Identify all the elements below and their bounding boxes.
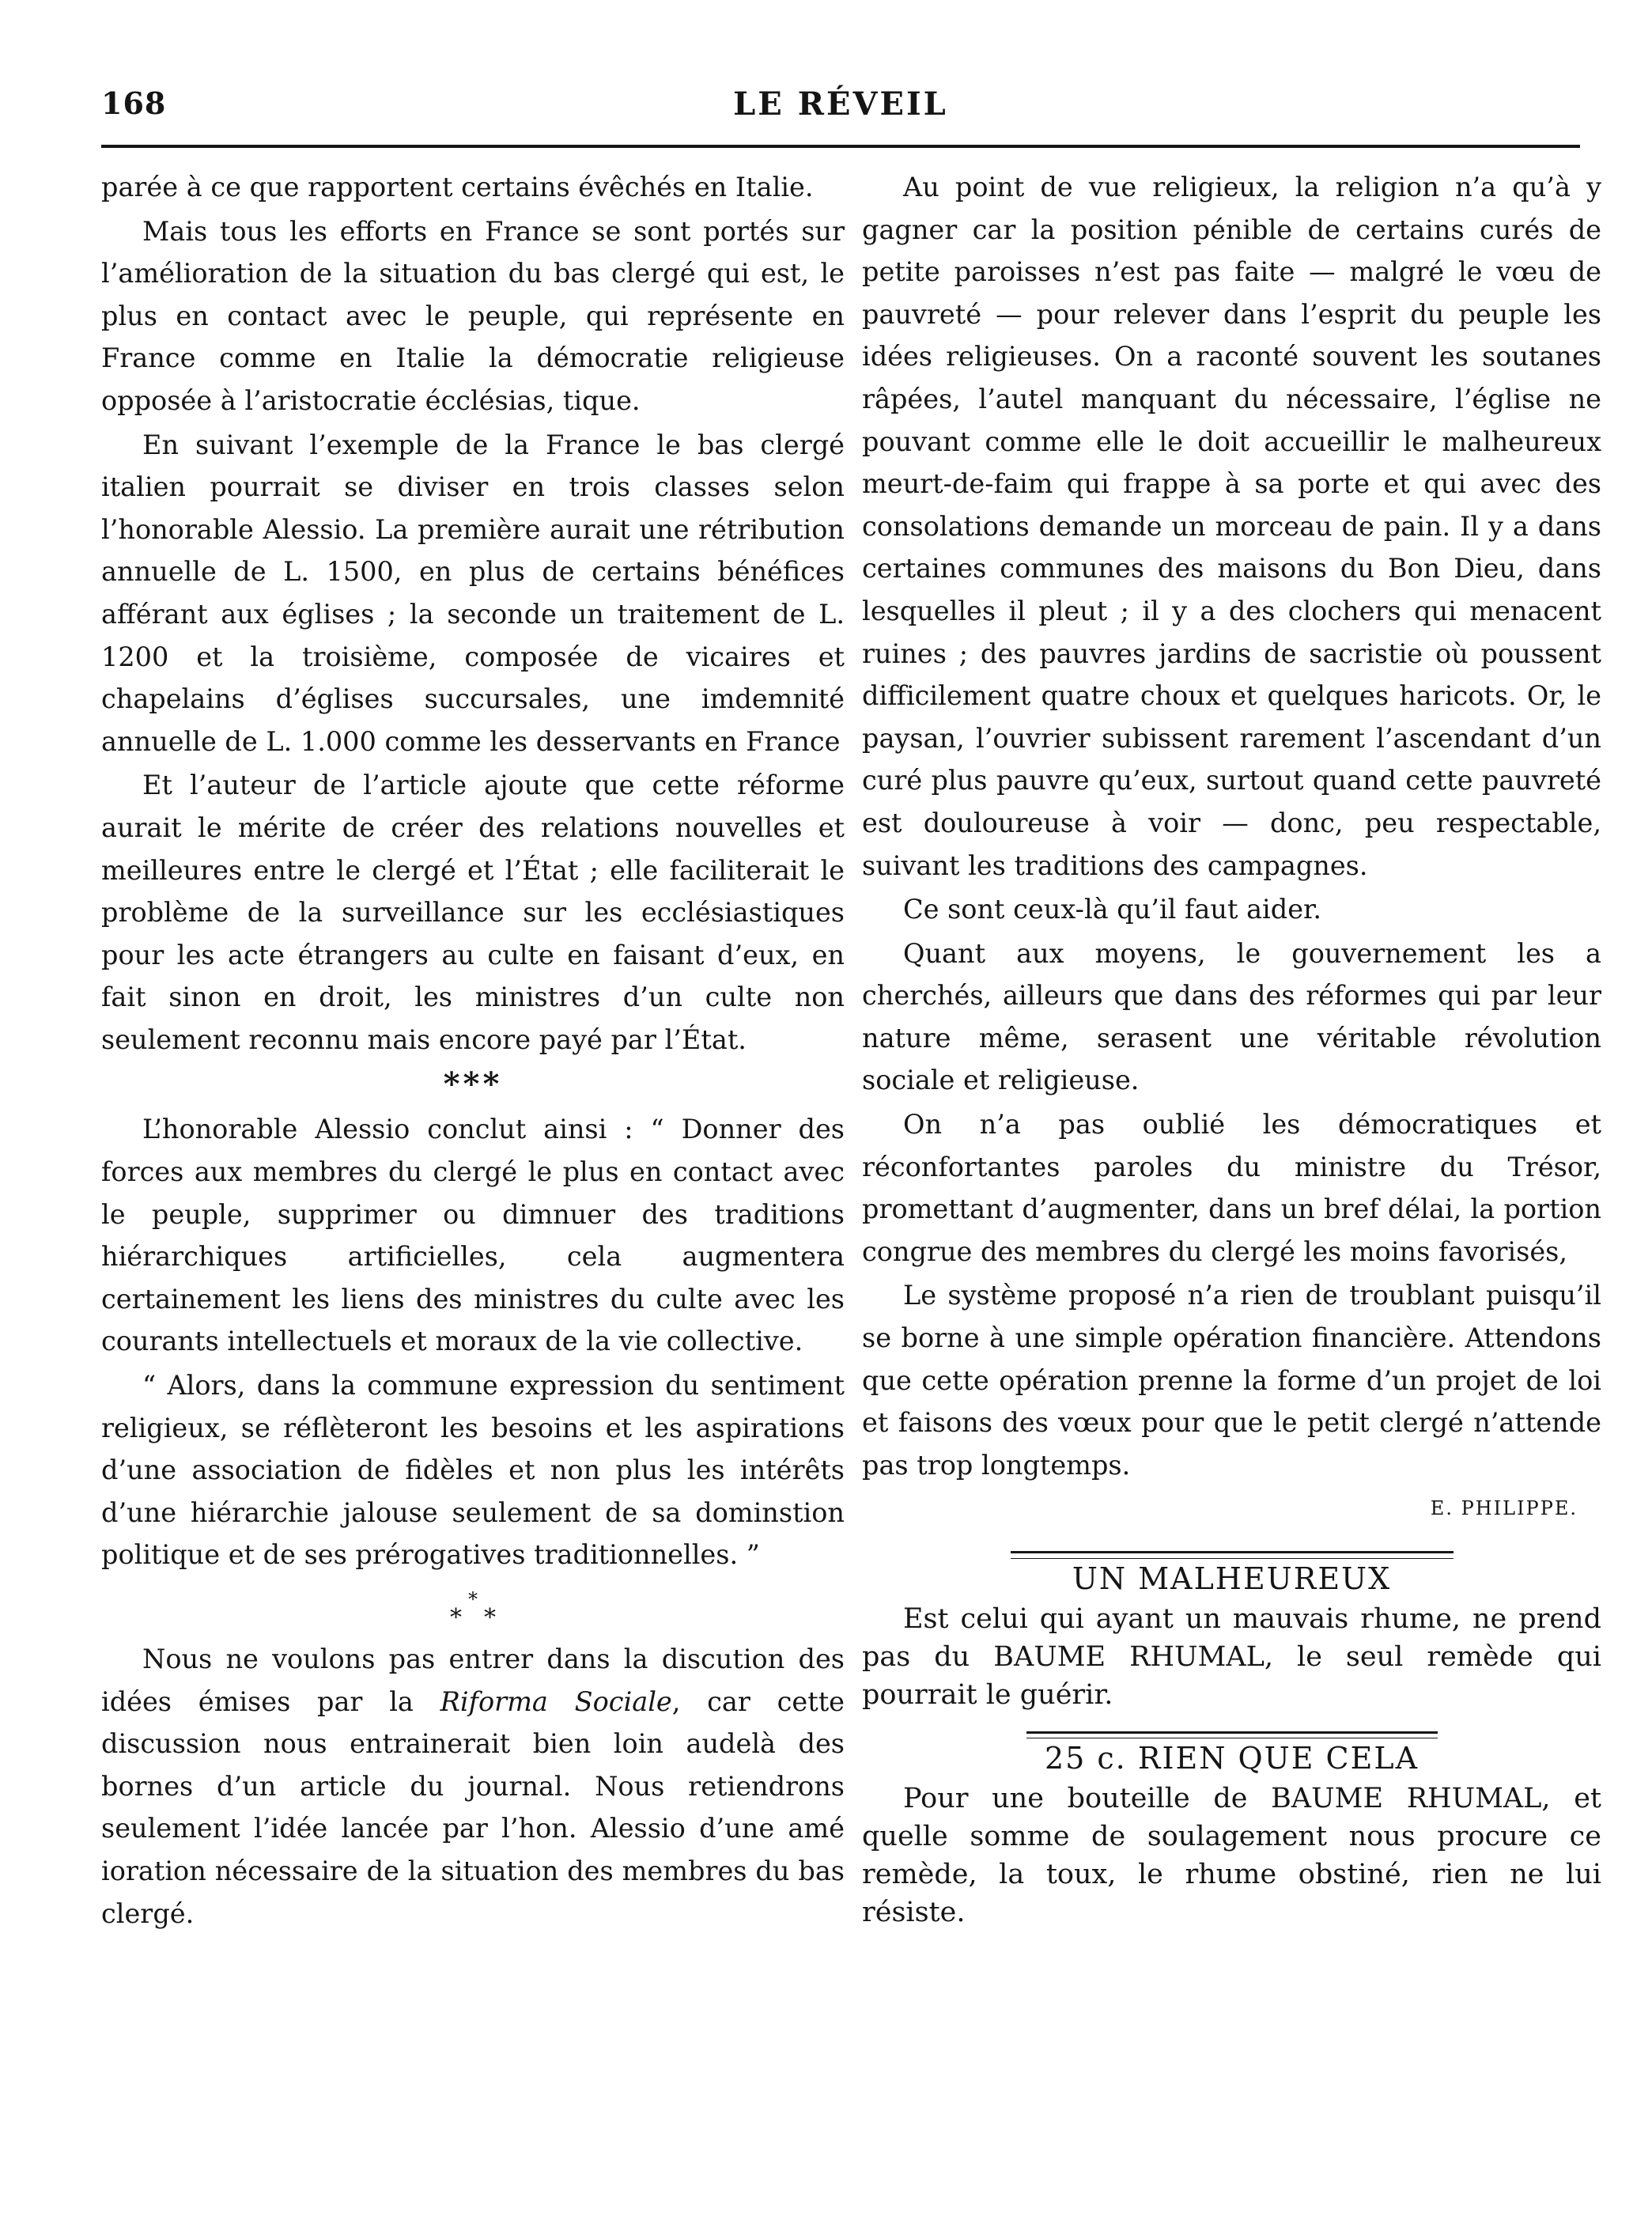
page-number: 168	[101, 85, 167, 121]
header-rule	[101, 145, 1580, 148]
paragraph-text: , car cette discussion nous entrainerait bien loin audelà des bornes d’un article du journal. Nous retiendrons seulement l’idée lancée par l’hon. Alessio d’une amé ioration nécessaire de la situation des membres du bas clergé.	[101, 1685, 845, 1929]
paragraph: Et l’auteur de l’article ajoute que cette réforme aurait le mérite de créer des relations nouvelles et meilleures entre le clergé et l’État ; elle faciliterait le problème de la surveillance sur les ecclésiastiques pour les acte étrangers au culte en faisant d’eux, en fait sinon en droit, les ministres d’un culte non seulement reconnu mais encore payé par l’État.	[101, 770, 845, 1055]
paragraph-final	[101, 1638, 845, 1935]
journal-title: LE RÉVEIL	[733, 85, 948, 123]
paragraph: Au point de vue religieux, la religion n’a qu’à y gagner car la position pénible de certains curés de petite paroisses n’est pas faite — malgré le vœu de pauvreté — pour relever dans l’esprit du peuple les idées religieuses. On a raconté souvent les soutanes râpées, l’autel manquant du nécessaire, l’église ne pouvant comme elle le doit accueillir le malheureux meurt-de-faim qui frappe à sa porte et qui avec des consolations demande un morceau de pain. Il y a dans certaines communes des maisons du Bon Dieu, dans lesquelles il pleut ; il y a des clochers qui menacent ruines ; des pauvres jardins de sacristie où poussent difficilement quatre choux et quelques haricots. Or, le paysan, l’ouvrier subissent rarement l’ascendant d’un curé plus pauvre qu’eux, surtout quand cette pauvreté est douloureuse à voir — donc, peu respectable, suivant les traditions des campagnes.	[862, 172, 1601, 881]
right-column	[862, 166, 1601, 1931]
left-column	[101, 166, 845, 1935]
paragraph: En suivant l’exemple de la France le bas clergé italien pourrait se diviser en trois classes selon l’honorable Alessio. La première aurait une rétribution annuelle de L. 1500, en plus de certains bénéfices afférant aux églises ; la seconde un traitement de L. 1200 et la troisième, composée de vicaires et chapelains d’églises succursales, une imdemnité annuelle de L. 1.000 comme les desservants en France	[101, 429, 845, 757]
paragraph-text: Nous ne voulons pas entrer dans la discution des idées émises par la	[101, 1644, 845, 1717]
paragraph: Ce sont ceux-là qu’il faut aider.	[903, 894, 1322, 925]
ad-title: UN MALHEUREUX	[1072, 1561, 1392, 1596]
journal-name: Riforma Sociale	[440, 1685, 672, 1717]
asterism-separator: ***	[443, 1065, 503, 1103]
ad-body: Pour une bouteille de BAUME RHUMAL, et quelle somme de soulagement nous procure ce remède, la toux, le rhume obstiné, rien ne lui résiste.	[862, 1783, 1601, 1928]
asterism-bottom: **	[450, 1604, 518, 1632]
ad-title: 25 c. RIEN QUE CELA	[1044, 1741, 1420, 1776]
paragraph: “ Alors, dans la commune expression du sentiment religieux, se réflèteront les besoins et les aspirations d’une association de fidèles et non plus les intérêts d’une hiérarchie jalouse seulement de sa dominstion politique et de ses prérogatives traditionnelles. ”	[101, 1370, 845, 1571]
paragraph: Le système proposé n’a rien de troublant puisqu’il se borne à une simple opération financière. Attendons que cette opération prenne la forme d’un projet de loi et faisons des vœux pour que le petit clergé n’attende pas trop longtemps.	[862, 1280, 1601, 1481]
ad-body: Est celui qui ayant un mauvais rhume, ne prend pas du BAUME RHUMAL, le seul remède qui pourrait le guérir.	[862, 1603, 1601, 1711]
paragraph: Quant aux moyens, le gouvernement les a cherchés, ailleurs que dans des réformes qui par leur nature même, serasent une véritable révolution sociale et religieuse.	[862, 937, 1601, 1096]
asterism-separator-2	[101, 1588, 845, 1632]
paragraph: On n’a pas oublié les démocratiques et réconfortantes paroles du ministre du Trésor, promettant d’augmenter, dans un bref délai, la portion congrue des membres du clergé les moins favorisés,	[862, 1109, 1601, 1267]
section-rule	[1011, 1551, 1454, 1559]
author-signature: E. PHILIPPE.	[1430, 1497, 1578, 1520]
paragraph: parée à ce que rapportent certains évêchés en Italie.	[101, 172, 814, 202]
paragraph: Mais tous les efforts en France se sont portés sur l’amélioration de la situation du bas clergé qui est, le plus en contact avec le peuple, qui représente en France comme en Italie la démocratie religieuse opposée à l’aristocratie écclésias, tique.	[101, 215, 845, 416]
asterism-top: *	[468, 1588, 478, 1610]
page-header	[101, 85, 1580, 133]
paragraph: L’honorable Alessio conclut ainsi : “ Donner des forces aux membres du clergé le plus en contact avec le peuple, supprimer ou dimnuer des traditions hiérarchiques artificielles, cela augmentera certainement les liens des ministres du culte avec les courants intellectuels et moraux de la vie collective.	[101, 1114, 845, 1357]
section-rule	[1026, 1731, 1438, 1738]
